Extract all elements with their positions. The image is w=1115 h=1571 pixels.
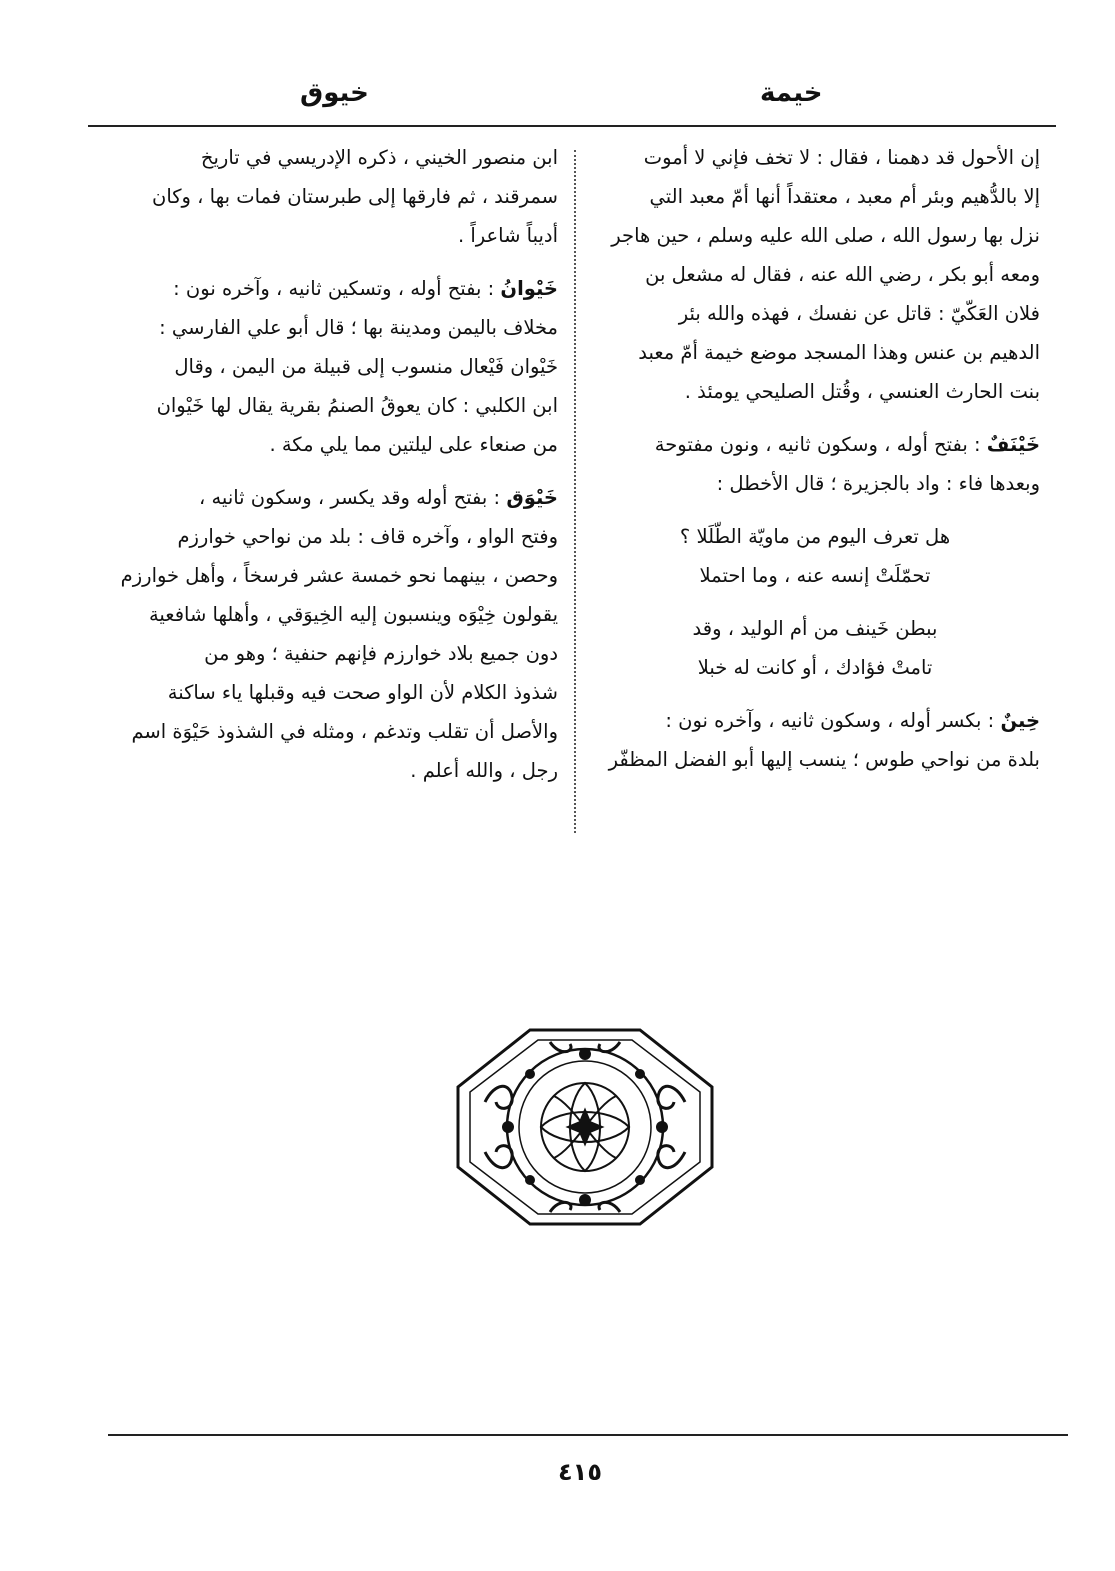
page-number: ٤١٥ — [558, 1458, 602, 1486]
header-rule — [88, 125, 1056, 127]
entry-khaywaq — [98, 478, 558, 790]
verse-line: ببطن خَينف من أم الوليد ، وقد — [692, 617, 938, 640]
text-line: ابن الكلبي : كان يعوقُ الصنمُ بقرية يقال لها خَيْوان — [156, 394, 558, 417]
entry-headword: خَيْوانُ — [500, 277, 558, 300]
text-line: ومعه أبو بكر ، رضي الله عنه ، فقال له مشعل بن — [645, 263, 1040, 286]
text-line — [98, 478, 558, 517]
left-running-header: خيوق — [300, 78, 369, 108]
entry-text: : بفتح أوله ، وسكون ثانيه ، ونون مفتوحة — [654, 433, 987, 456]
text-line: سمرقند ، ثم فارقها إلى طبرستان فمات بها ، وكان — [152, 185, 558, 208]
entry-text: : بفتح أوله وقد يكسر ، وسكون ثانيه ، — [198, 486, 507, 509]
entry-khayn — [590, 701, 1040, 779]
text-line: من صنعاء على ليلتين مما يلي مكة . — [269, 433, 558, 456]
text-line: شذوذ الكلام لأن الواو صحت فيه وقبلها ياء ساكنة — [167, 681, 558, 704]
text-line — [590, 425, 1040, 464]
text-line: الدهيم بن عنس وهذا المسجد موضع خيمة أمّ معبد — [638, 341, 1040, 364]
text-line: وحصن ، بينهما نحو خمسة عشر فرسخاً ، وأهل خوارزم — [120, 564, 558, 587]
entry-khaynaf — [590, 425, 1040, 503]
text-line: إن الأحول قد دهمنا ، فقال : لا تخف فإني لا أموت — [643, 146, 1040, 169]
entry-headword: خِينٌ — [1000, 709, 1040, 732]
left-paragraph-continued — [98, 138, 558, 255]
text-line — [98, 269, 558, 308]
entry-headword: خَيْوَق — [506, 486, 558, 509]
text-line: بنت الحارث العنسي ، وقُتل الصليحي يومئذ . — [684, 380, 1040, 403]
footer-rule — [108, 1434, 1068, 1436]
text-line: وفتح الواو ، وآخره قاف : بلد من نواحي خوارزم — [177, 525, 558, 548]
verse-line: تحمّلَتْ إنسه عنه ، وما احتملا — [699, 564, 931, 587]
arabesque-ornament-icon — [450, 1022, 720, 1232]
text-line: إلا بالدُّهيم وبئر أم معبد ، معتقداً أنها أمّ معبد التي — [649, 185, 1040, 208]
text-line: والأصل أن تقلب وتدغم ، ومثله في الشذوذ حَيْوَة اسم — [131, 720, 558, 743]
entry-text: : بكسر أوله ، وسكون ثانيه ، وآخره نون : — [665, 709, 1001, 732]
text-line: بلدة من نواحي طوس ؛ ينسب إليها أبو الفضل المظفّر — [608, 748, 1040, 771]
entry-text: : بفتح أوله ، وتسكين ثانيه ، وآخره نون : — [173, 277, 501, 300]
text-line — [590, 701, 1040, 740]
entry-khaywan — [98, 269, 558, 464]
verse-couplet-2 — [590, 609, 1040, 687]
text-line: أديباً شاعراً . — [457, 224, 558, 247]
text-line: خَيْوان فَيْعال منسوب إلى قبيلة من اليمن ، وقال — [174, 355, 558, 378]
text-line: نزل بها رسول الله ، صلى الله عليه وسلم ، حين هاجر — [611, 224, 1040, 247]
text-line: فلان العَكّيّ : قاتل عن نفسك ، فهذه والله بئر — [678, 302, 1040, 325]
verse-line: تامتْ فؤادك ، أو كانت له خبلا — [697, 656, 933, 679]
right-running-header: خيمة — [760, 78, 823, 108]
column-divider — [574, 150, 576, 833]
left-column — [98, 138, 558, 804]
verse-line: هل تعرف اليوم من ماويّة الطّلَلا ؟ — [679, 525, 951, 548]
text-line: دون جميع بلاد خوارزم فإنهم حنفية ؛ وهو من — [204, 642, 558, 665]
right-column — [590, 138, 1040, 793]
text-line: ابن منصور الخيني ، ذكره الإدريسي في تاريخ — [200, 146, 558, 169]
text-line: يقولون خِيْوَه وينسبون إليه الخِيوَقي ، وأهلها شافعية — [148, 603, 558, 626]
verse-couplet-1 — [590, 517, 1040, 595]
right-paragraph-continued — [590, 138, 1040, 411]
text-line: رجل ، والله أعلم . — [410, 759, 558, 782]
text-line: وبعدها فاء : واد بالجزيرة ؛ قال الأخطل : — [716, 472, 1040, 495]
text-line: مخلاف باليمن ومدينة بها ؛ قال أبو علي الفارسي : — [159, 316, 558, 339]
entry-headword: خَيْنَفٌ — [986, 433, 1040, 456]
